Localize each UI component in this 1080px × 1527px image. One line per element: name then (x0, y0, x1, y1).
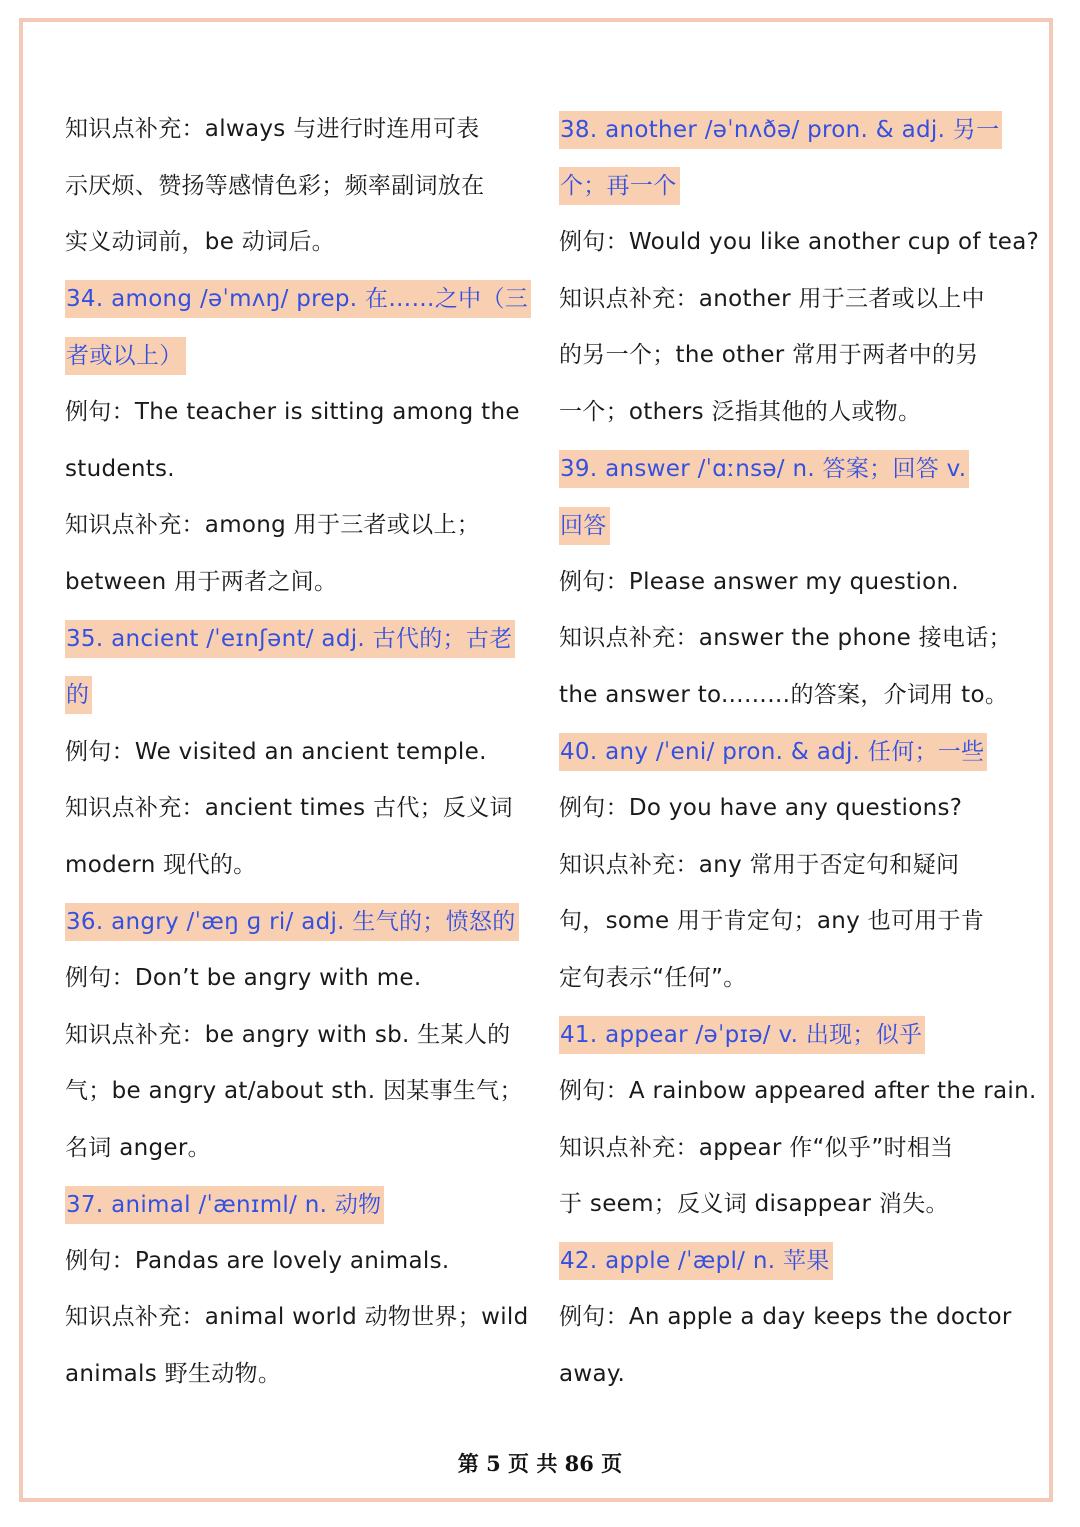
text-line (559, 610, 1019, 667)
line-text: 例句：A rainbow appeared after the rain. (559, 1078, 1037, 1105)
left-column (65, 101, 529, 1403)
text-line (559, 1176, 1019, 1233)
vocab-heading-line (559, 101, 1019, 158)
line-text: 知识点补充：any 常用于否定句和疑问 (559, 851, 960, 878)
vocab-heading-line (65, 327, 525, 384)
line-text: 知识点补充：animal world 动物世界；wild (65, 1304, 529, 1331)
line-text: between 用于两者之间。 (65, 568, 338, 595)
text-line (559, 1063, 1037, 1120)
text-line (65, 780, 525, 837)
line-text: modern 现代的。 (65, 851, 257, 878)
line-text: 的另一个；the other 常用于两者中的另 (559, 342, 979, 369)
right-column (559, 101, 1040, 1403)
line-text: 于 seem；反义词 disappear 消失。 (559, 1191, 949, 1218)
vocab-heading: 36. angry /ˈæŋ ɡ ri/ adj. 生气的；愤怒的 (65, 903, 519, 941)
text-line (65, 1063, 525, 1120)
vocab-heading-line (65, 610, 525, 667)
line-text: 句，some 用于肯定句；any 也可用于肯 (559, 908, 985, 935)
vocab-heading-line (65, 667, 525, 724)
text-line (65, 384, 525, 441)
vocab-heading-line (559, 1007, 1019, 1064)
vocab-heading: 42. apple /ˈæpl/ n. 苹果 (559, 1242, 833, 1280)
vocab-heading-line (559, 1233, 1019, 1290)
line-text: 知识点补充：appear 作“似乎”时相当 (559, 1134, 954, 1161)
vocab-heading: 38. another /əˈnʌðə/ pron. & adj. 另一 (559, 111, 1002, 149)
vocab-heading-line (559, 724, 1019, 781)
line-text: away. (559, 1361, 626, 1388)
line-text: 例句：We visited an ancient temple. (65, 738, 487, 765)
line-text: 例句：Please answer my question. (559, 568, 960, 595)
vocab-heading: 39. answer /ˈɑːnsə/ n. 答案；回答 v. (559, 450, 969, 488)
line-text: 知识点补充：another 用于三者或以上中 (559, 285, 985, 312)
vocab-heading-line (559, 158, 1019, 215)
line-text: 知识点补充：ancient times 古代；反义词 (65, 795, 513, 822)
text-line (65, 950, 525, 1007)
text-line (559, 950, 1019, 1007)
vocab-heading: 35. ancient /ˈeɪnʃənt/ adj. 古代的；古老 (65, 620, 515, 658)
line-text: 例句：Pandas are lovely animals. (65, 1247, 450, 1274)
text-line (65, 158, 525, 215)
line-text: 例句：The teacher is sitting among the (65, 398, 520, 425)
line-text: 实义动词前，be 动词后。 (65, 229, 335, 256)
vocab-heading: 37. animal /ˈænɪml/ n. 动物 (65, 1186, 384, 1224)
line-text: the answer to...……的答案，介词用 to。 (559, 681, 1009, 708)
text-line (559, 554, 1019, 611)
line-text: students. (65, 455, 175, 482)
text-line (65, 724, 525, 781)
text-line (559, 1120, 1019, 1177)
line-text: 例句：Would you like another cup of tea? (559, 229, 1040, 256)
page-number: 第 5 页 共 86 页 (457, 1451, 623, 1476)
text-line (65, 837, 525, 894)
text-line (559, 271, 1019, 328)
line-text: 气；be angry at/about sth. 因某事生气； (65, 1078, 523, 1105)
line-text: 知识点补充：among 用于三者或以上； (65, 512, 481, 539)
vocab-heading-line (65, 893, 525, 950)
text-line (65, 101, 525, 158)
text-line (559, 327, 1019, 384)
text-line (65, 214, 525, 271)
text-line (65, 554, 525, 611)
line-text: 知识点补充：be angry with sb. 生某人的 (65, 1021, 511, 1048)
text-line (65, 1007, 525, 1064)
line-text: 知识点补充：answer the phone 接电话； (559, 625, 1012, 652)
text-line (559, 780, 1019, 837)
text-line (559, 384, 1019, 441)
line-text: 例句：An apple a day keeps the doctor (559, 1304, 1012, 1331)
text-line (65, 497, 525, 554)
text-line (65, 1233, 525, 1290)
vocab-heading-line (559, 441, 1019, 498)
line-text: 示厌烦、赞扬等感情色彩；频率副词放在 (65, 172, 485, 199)
line-text: 定句表示“任何”。 (559, 964, 747, 991)
text-line (65, 1346, 525, 1403)
text-line (65, 441, 525, 498)
text-line (65, 1120, 525, 1177)
vocab-heading: 40. any /ˈeni/ pron. & adj. 任何；一些 (559, 733, 987, 771)
vocab-heading-line (65, 1176, 525, 1233)
line-text: animals 野生动物。 (65, 1361, 282, 1388)
vocab-heading: 41. appear /əˈpɪə/ v. 出现；似乎 (559, 1016, 925, 1054)
text-line (65, 1289, 529, 1346)
text-line (559, 893, 1019, 950)
line-text: 一个；others 泛指其他的人或物。 (559, 398, 922, 425)
line-text: 例句：Don’t be angry with me. (65, 964, 422, 991)
text-line (559, 1289, 1019, 1346)
vocab-heading: 的 (65, 676, 92, 714)
text-line (559, 837, 1019, 894)
vocab-heading: 回答 (559, 507, 610, 545)
text-line (559, 214, 1040, 271)
vocab-heading-line (559, 497, 1019, 554)
line-text: 例句：Do you have any questions? (559, 795, 963, 822)
vocab-heading: 个；再一个 (559, 167, 680, 205)
line-text: 名词 anger。 (65, 1134, 211, 1161)
line-text: 知识点补充：always 与进行时连用可表 (65, 116, 480, 142)
text-line (559, 1346, 1019, 1403)
text-line (559, 667, 1019, 724)
vocab-heading: 者或以上） (65, 337, 186, 375)
vocab-heading-line (65, 271, 529, 328)
vocab-heading: 34. among /əˈmʌŋ/ prep. 在……之中（三 (65, 280, 531, 318)
